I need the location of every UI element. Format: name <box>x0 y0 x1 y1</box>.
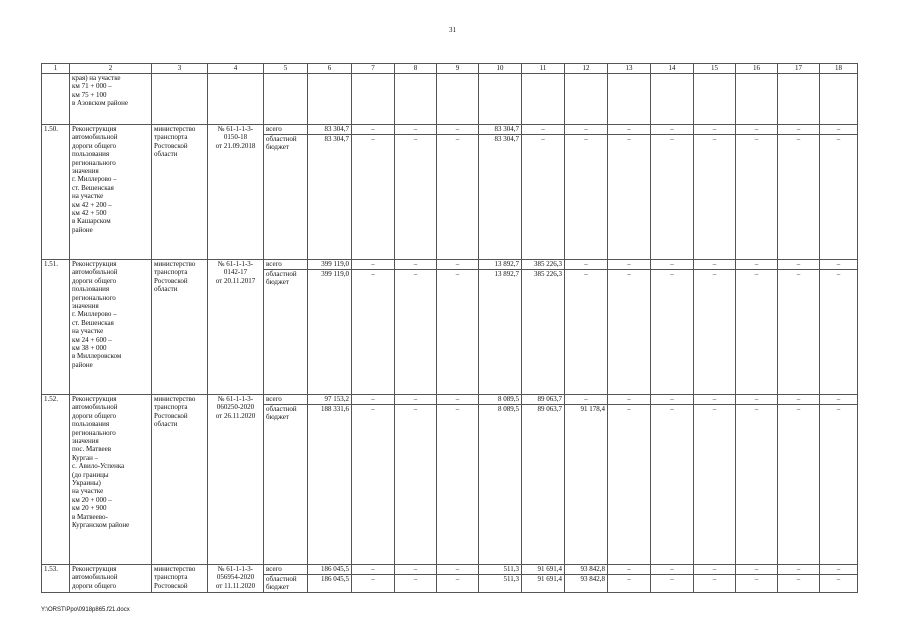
amount-col-13: – <box>608 125 651 135</box>
amount-col-13: – <box>608 575 651 593</box>
amount-col-16: – <box>736 125 778 135</box>
column-number-17: 17 <box>778 64 820 74</box>
amount-col-8: – <box>395 260 437 270</box>
amount-col-8: – <box>395 565 437 575</box>
page-number: 31 <box>449 26 456 34</box>
object-name-continued: края) на участке км 71 + 000 – км 75 + 100 в Азовском районе <box>70 74 152 125</box>
continuation-row <box>42 74 858 125</box>
amount-col-16: – <box>736 395 778 405</box>
cell-empty <box>152 74 208 125</box>
amount-col-15: – <box>694 135 736 260</box>
amount-col-10: 511,3 <box>479 565 522 575</box>
funding-source: всего <box>264 260 308 270</box>
customer-org: министерство транспорта Ростовской области <box>152 395 208 565</box>
amount-col-13: – <box>608 135 651 260</box>
amount-col-15: – <box>694 260 736 270</box>
file-path-footer: Y:\ORST\Ppo\0918p865.f21.docx <box>41 607 130 613</box>
column-number-4: 4 <box>208 64 264 74</box>
amount-col-11: 385 226,3 <box>522 270 565 395</box>
amount-col-18: – <box>820 270 858 395</box>
amount-col-16: – <box>736 135 778 260</box>
amount-col-17: – <box>778 135 820 260</box>
amount-col-9: – <box>437 270 479 395</box>
amount-col-9: – <box>437 395 479 405</box>
amount-col-10: 8 089,5 <box>479 405 522 565</box>
funding-source: областной бюджет <box>264 270 308 395</box>
amount-col-18: – <box>820 575 858 593</box>
table-row <box>42 395 858 405</box>
total-amount: 83 304,7 <box>308 125 352 135</box>
amount-col-17: – <box>778 270 820 395</box>
amount-col-11: – <box>522 125 565 135</box>
amount-col-18: – <box>820 135 858 260</box>
amount-col-16: – <box>736 270 778 395</box>
cell-empty <box>694 74 736 125</box>
amount-col-10: 13 892,7 <box>479 260 522 270</box>
amount-col-18: – <box>820 405 858 565</box>
amount-col-18: – <box>820 395 858 405</box>
amount-col-11: 385 226,3 <box>522 260 565 270</box>
amount-col-8: – <box>395 125 437 135</box>
total-amount: 399 119,0 <box>308 270 352 395</box>
amount-col-16: – <box>736 260 778 270</box>
cell-empty <box>820 74 858 125</box>
amount-col-13: – <box>608 395 651 405</box>
amount-col-10: 83 304,7 <box>479 125 522 135</box>
total-amount: 97 153,2 <box>308 395 352 405</box>
amount-col-13: – <box>608 565 651 575</box>
column-number-9: 9 <box>437 64 479 74</box>
cell-empty <box>651 74 694 125</box>
column-number-row <box>42 64 858 74</box>
column-number-18: 18 <box>820 64 858 74</box>
amount-col-18: – <box>820 125 858 135</box>
amount-col-14: – <box>651 395 694 405</box>
amount-col-8: – <box>395 395 437 405</box>
expertise-doc: № 61-1-1-3- 0150-18 от 21.09.2018 <box>208 125 264 260</box>
amount-col-16: – <box>736 565 778 575</box>
amount-col-7: – <box>352 575 395 593</box>
amount-col-13: – <box>608 405 651 565</box>
amount-col-10: 511,3 <box>479 575 522 593</box>
funding-source: областной бюджет <box>264 575 308 593</box>
cell-empty <box>437 74 479 125</box>
amount-col-8: – <box>395 575 437 593</box>
amount-col-7: – <box>352 405 395 565</box>
funding-source: областной бюджет <box>264 135 308 260</box>
cell-empty <box>479 74 522 125</box>
object-name: Реконструкция автомобильной дороги общего пользования регионального значения г. Миллерово – ст. Вешенская на участке км 24 + 600 – км 38 + 000 в Миллеровском районе <box>70 260 152 395</box>
amount-col-13: – <box>608 260 651 270</box>
amount-col-9: – <box>437 405 479 565</box>
funding-source: областной бюджет <box>264 405 308 565</box>
expertise-doc: № 61-1-1-3- 0142-17 от 20.11.2017 <box>208 260 264 395</box>
table-row <box>42 260 858 270</box>
amount-col-14: – <box>651 260 694 270</box>
cell-empty <box>352 74 395 125</box>
amount-col-15: – <box>694 405 736 565</box>
program-table <box>41 63 858 593</box>
amount-col-14: – <box>651 405 694 565</box>
amount-col-7: – <box>352 125 395 135</box>
amount-col-10: 13 892,7 <box>479 270 522 395</box>
amount-col-16: – <box>736 405 778 565</box>
total-amount: 399 119,0 <box>308 260 352 270</box>
column-number-8: 8 <box>395 64 437 74</box>
total-amount: 186 045,5 <box>308 575 352 593</box>
amount-col-8: – <box>395 405 437 565</box>
cell-empty <box>778 74 820 125</box>
amount-col-18: – <box>820 260 858 270</box>
object-name: Реконструкция автомобильной дороги общего пользования регионального значения г. Миллерово – ст. Вешенская на участке км 42 + 200 – км 42 + 500 в Кашарском районе <box>70 125 152 260</box>
amount-col-9: – <box>437 135 479 260</box>
column-number-15: 15 <box>694 64 736 74</box>
amount-col-17: – <box>778 395 820 405</box>
amount-col-12: – <box>565 395 608 405</box>
amount-col-18: – <box>820 565 858 575</box>
object-name: Реконструкция автомобильной дороги общего пользования регионального значения пос. Матвеев Курган – с. Авило-Успенка (до границы Украины) на участке км 20 + 000 – км 20 + 900 в Матвеево- Курганском районе <box>70 395 152 565</box>
table-row <box>42 565 858 575</box>
column-number-3: 3 <box>152 64 208 74</box>
amount-col-15: – <box>694 575 736 593</box>
amount-col-9: – <box>437 125 479 135</box>
amount-col-13: – <box>608 270 651 395</box>
amount-col-15: – <box>694 395 736 405</box>
expertise-doc: № 61-1-1-3- 060250-2020 от 26.11.2020 <box>208 395 264 565</box>
row-number: 1.51. <box>42 260 70 395</box>
column-number-14: 14 <box>651 64 694 74</box>
funding-source: всего <box>264 125 308 135</box>
amount-col-14: – <box>651 135 694 260</box>
amount-col-14: – <box>651 575 694 593</box>
column-number-13: 13 <box>608 64 651 74</box>
cell-empty <box>395 74 437 125</box>
object-name: Реконструкция автомобильной дороги общего <box>70 565 152 593</box>
expertise-doc: № 61-1-1-3- 056954-2020 от 11.11.2020 <box>208 565 264 593</box>
amount-col-11: 91 691,4 <box>522 575 565 593</box>
amount-col-14: – <box>651 565 694 575</box>
amount-col-11: 91 691,4 <box>522 565 565 575</box>
amount-col-15: – <box>694 270 736 395</box>
amount-col-9: – <box>437 575 479 593</box>
total-amount: 188 331,6 <box>308 405 352 565</box>
amount-col-12: – <box>565 260 608 270</box>
amount-col-12: – <box>565 135 608 260</box>
customer-org: министерство транспорта Ростовской области <box>152 125 208 260</box>
amount-col-9: – <box>437 565 479 575</box>
table-row <box>42 125 858 135</box>
amount-col-7: – <box>352 135 395 260</box>
amount-col-10: 8 089,5 <box>479 395 522 405</box>
column-number-16: 16 <box>736 64 778 74</box>
cell-empty <box>264 74 308 125</box>
cell-empty <box>308 74 352 125</box>
row-number: 1.52. <box>42 395 70 565</box>
column-number-6: 6 <box>308 64 352 74</box>
cell-empty <box>208 74 264 125</box>
amount-col-14: – <box>651 125 694 135</box>
cell-empty <box>736 74 778 125</box>
total-amount: 186 045,5 <box>308 565 352 575</box>
total-amount: 83 304,7 <box>308 135 352 260</box>
amount-col-11: 89 063,7 <box>522 395 565 405</box>
funding-source: всего <box>264 565 308 575</box>
amount-col-17: – <box>778 125 820 135</box>
column-number-1: 1 <box>42 64 70 74</box>
column-number-5: 5 <box>264 64 308 74</box>
amount-col-12: 93 842,8 <box>565 565 608 575</box>
amount-col-17: – <box>778 260 820 270</box>
column-number-10: 10 <box>479 64 522 74</box>
amount-col-8: – <box>395 270 437 395</box>
amount-col-12: 91 178,4 <box>565 405 608 565</box>
column-number-12: 12 <box>565 64 608 74</box>
amount-col-11: – <box>522 135 565 260</box>
amount-col-7: – <box>352 565 395 575</box>
row-number: 1.53. <box>42 565 70 593</box>
amount-col-10: 83 304,7 <box>479 135 522 260</box>
column-number-7: 7 <box>352 64 395 74</box>
amount-col-14: – <box>651 270 694 395</box>
amount-col-11: 89 063,7 <box>522 405 565 565</box>
column-number-11: 11 <box>522 64 565 74</box>
amount-col-8: – <box>395 135 437 260</box>
amount-col-9: – <box>437 260 479 270</box>
amount-col-12: – <box>565 125 608 135</box>
amount-col-7: – <box>352 260 395 270</box>
customer-org: министерство транспорта Ростовской <box>152 565 208 593</box>
amount-col-15: – <box>694 125 736 135</box>
cell-empty <box>522 74 565 125</box>
amount-col-17: – <box>778 565 820 575</box>
row-number: 1.50. <box>42 125 70 260</box>
amount-col-17: – <box>778 575 820 593</box>
amount-col-16: – <box>736 575 778 593</box>
amount-col-7: – <box>352 270 395 395</box>
amount-col-15: – <box>694 565 736 575</box>
amount-col-12: 93 842,8 <box>565 575 608 593</box>
amount-col-17: – <box>778 405 820 565</box>
cell-empty <box>608 74 651 125</box>
cell-empty <box>42 74 70 125</box>
funding-source: всего <box>264 395 308 405</box>
amount-col-12: – <box>565 270 608 395</box>
cell-empty <box>565 74 608 125</box>
column-number-2: 2 <box>70 64 152 74</box>
customer-org: министерство транспорта Ростовской области <box>152 260 208 395</box>
amount-col-7: – <box>352 395 395 405</box>
